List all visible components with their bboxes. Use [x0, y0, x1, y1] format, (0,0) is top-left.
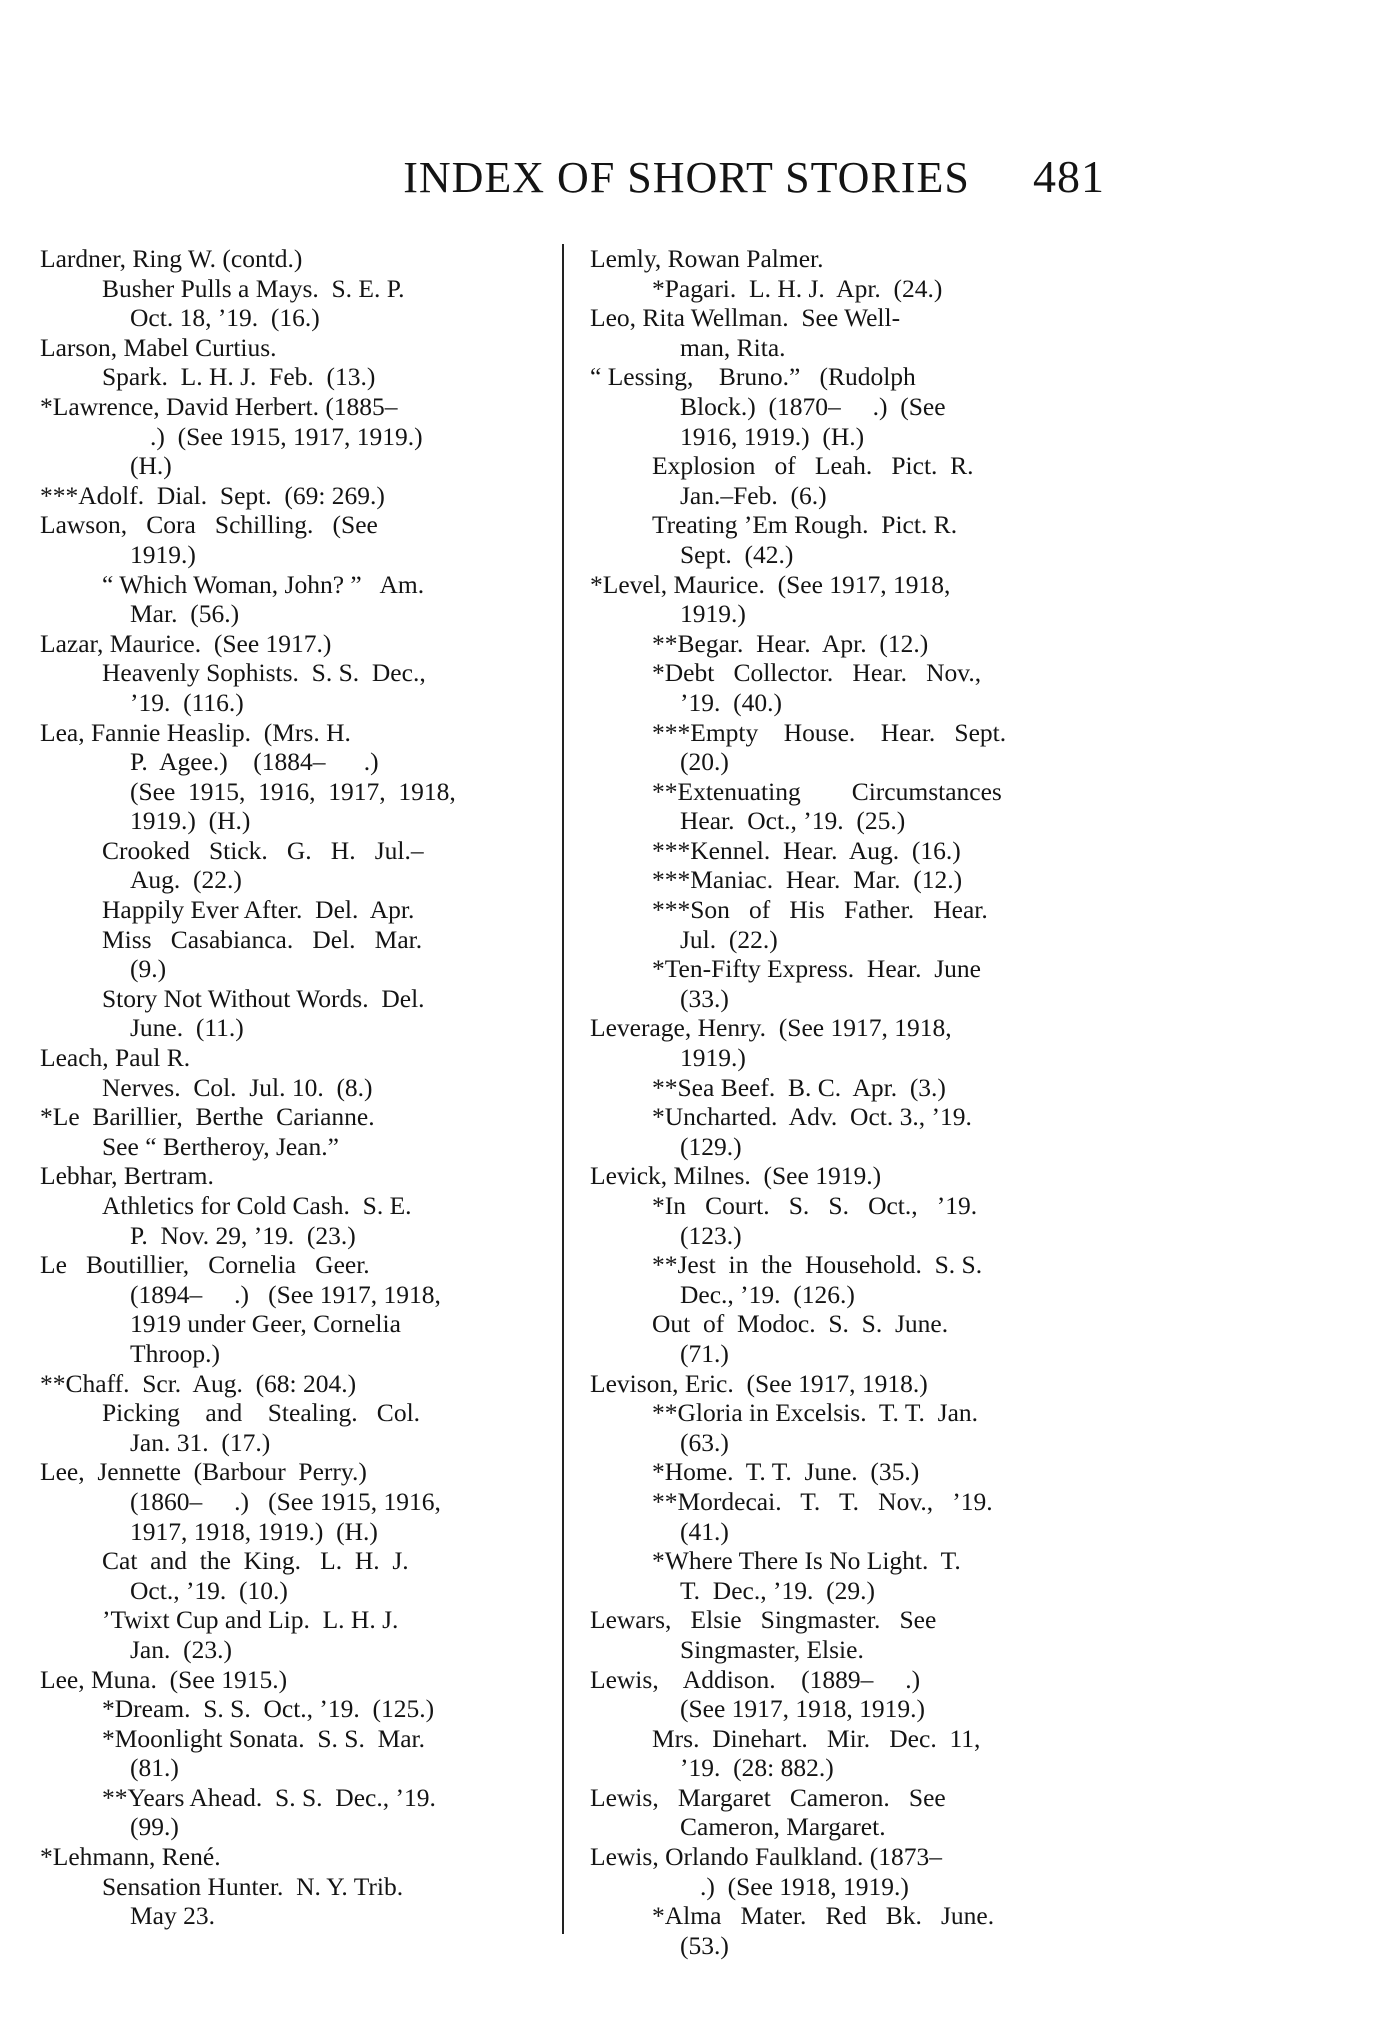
index-entry-line: ’19. (28: 882.) [680, 1753, 834, 1783]
index-entry-line: *Ten-Fifty Express. Hear. June [652, 954, 981, 984]
index-entry-line: *Alma Mater. Red Bk. June. [652, 1901, 995, 1931]
index-entry-line: ’19. (40.) [680, 687, 782, 717]
index-entry-line: Heavenly Sophists. S. S. Dec., [102, 658, 426, 688]
index-entry-line: 1919.) [680, 1043, 746, 1073]
index-entry-heading: “ Lessing, Bruno.” (Rudolph [590, 362, 916, 392]
index-entry-line: ***Kennel. Hear. Aug. (16.) [652, 835, 961, 865]
index-entry-line: (9.) [130, 954, 167, 984]
index-entry-heading: Levison, Eric. (See 1917, 1918.) [590, 1368, 928, 1398]
index-entry-line: Picking and Stealing. Col. [102, 1398, 421, 1428]
index-entry-line: ***Empty House. Hear. Sept. [652, 717, 1007, 747]
index-entry-heading: Levick, Milnes. (See 1919.) [590, 1161, 882, 1191]
index-entry-line: Story Not Without Words. Del. [102, 983, 425, 1013]
index-entry-heading: Lee, Muna. (See 1915.) [40, 1664, 288, 1694]
index-entry-line: (H.) [130, 451, 172, 481]
index-entry-line: Busher Pulls a Mays. S. E. P. [102, 273, 405, 303]
index-entry-heading: Leo, Rita Wellman. See Well- [590, 303, 901, 333]
index-entry-line: Aug. (22.) [130, 865, 242, 895]
index-entry-line: (41.) [680, 1516, 729, 1546]
index-entry-line: *Pagari. L. H. J. Apr. (24.) [652, 273, 943, 303]
index-entry-heading: ***Adolf. Dial. Sept. (69: 269.) [40, 480, 385, 510]
index-entry-line: Mrs. Dinehart. Mir. Dec. 11, [652, 1723, 981, 1753]
index-entry-heading: Lebhar, Bertram. [40, 1161, 214, 1191]
index-entry-heading: Lardner, Ring W. (contd.) [40, 244, 303, 273]
index-entry-line: Cameron, Margaret. [680, 1812, 886, 1842]
index-entry-line: Jan. (23.) [130, 1634, 232, 1664]
index-entry-line: Oct., ’19. (10.) [130, 1575, 288, 1605]
index-entry-line: Mar. (56.) [130, 599, 240, 629]
index-entry-line: Athletics for Cold Cash. S. E. [102, 1191, 412, 1220]
index-entry-line: (53.) [680, 1930, 729, 1960]
index-entry-line: Jul. (22.) [680, 924, 778, 954]
index-entry-heading: Leach, Paul R. [40, 1043, 191, 1073]
index-entry-line: *Debt Collector. Hear. Nov., [652, 658, 982, 688]
index-entry-line: Happily Ever After. Del. Apr. [102, 895, 415, 925]
index-entry-line: *Home. T. T. June. (35.) [652, 1457, 920, 1487]
index-entry-line: ’Twixt Cup and Lip. L. H. J. [102, 1605, 399, 1635]
index-entry-line: (129.) [680, 1131, 742, 1161]
index-entry-line: 1917, 1918, 1919.) (H.) [130, 1516, 378, 1546]
index-entry-line: Block.) (1870– .) (See [680, 391, 946, 421]
index-entry-line: *Moonlight Sonata. S. S. Mar. [102, 1723, 426, 1753]
index-entry-line: See “ Bertheroy, Jean.” [102, 1131, 339, 1161]
index-entry-heading: Lazar, Maurice. (See 1917.) [40, 628, 332, 658]
index-entry-heading: Larson, Mabel Curtius. [40, 332, 277, 362]
index-entry-line: 1916, 1919.) (H.) [680, 421, 865, 451]
index-entry-heading: *Lawrence, David Herbert. (1885– [40, 391, 398, 421]
index-entry-heading: Lemly, Rowan Palmer. [590, 244, 824, 273]
index-entry-line: **Years Ahead. S. S. Dec., ’19. [102, 1782, 436, 1812]
index-entry-line: 1919 under Geer, Cornelia [130, 1309, 401, 1339]
index-entry-heading: Lawson, Cora Schilling. (See [40, 510, 378, 540]
index-entry-line: **Jest in the Household. S. S. [652, 1250, 983, 1280]
index-entry-line: **Mordecai. T. T. Nov., ’19. [652, 1486, 993, 1516]
page-number: 481 [1033, 151, 1105, 202]
index-entry-line: Nerves. Col. Jul. 10. (8.) [102, 1072, 373, 1102]
index-entry-line: .) (See 1915, 1917, 1919.) [150, 421, 423, 451]
index-entry-line: (See 1917, 1918, 1919.) [680, 1694, 926, 1724]
index-entry-heading: Leverage, Henry. (See 1917, 1918, [590, 1013, 952, 1043]
index-entry-line: (1894– .) (See 1917, 1918, [130, 1279, 441, 1309]
index-entry-line: *Dream. S. S. Oct., ’19. (125.) [102, 1694, 435, 1724]
index-entry-line: **Gloria in Excelsis. T. T. Jan. [652, 1398, 979, 1428]
page-title: INDEX OF SHORT STORIES [403, 153, 970, 202]
index-entry-line: Throop.) [130, 1338, 220, 1368]
index-entry-heading: *Le Barillier, Berthe Carianne. [40, 1102, 375, 1132]
index-entry-line: 1919.) (H.) [130, 806, 251, 836]
index-entry-line: Out of Modoc. S. S. June. [652, 1309, 949, 1339]
index-entry-heading: Lea, Fannie Heaslip. (Mrs. H. [40, 717, 351, 747]
index-entry-line: Jan.–Feb. (6.) [680, 480, 827, 510]
index-entry-line: Treating ’Em Rough. Pict. R. [652, 510, 958, 540]
index-entry-line: “ Which Woman, John? ” Am. [102, 569, 425, 599]
index-entry-line: (81.) [130, 1753, 179, 1783]
index-entry-line: (1860– .) (See 1915, 1916, [130, 1486, 441, 1516]
index-entry-heading: Lewars, Elsie Singmaster. See [590, 1605, 937, 1635]
index-entry-line: (20.) [680, 747, 729, 777]
index-entry-line: (71.) [680, 1338, 729, 1368]
index-entry-line: **Sea Beef. B. C. Apr. (3.) [652, 1072, 946, 1102]
index-entry-line: (63.) [680, 1427, 729, 1457]
index-entry-line: Cat and the King. L. H. J. [102, 1546, 409, 1576]
index-entry-line: Spark. L. H. J. Feb. (13.) [102, 362, 376, 392]
index-entry-heading: *Lehmann, René. [40, 1842, 221, 1872]
index-entry-line: Sept. (42.) [680, 539, 794, 569]
index-entry-line: Oct. 18, ’19. (16.) [130, 303, 320, 333]
index-entry-line: (99.) [130, 1812, 179, 1842]
index-entry-heading: **Chaff. Scr. Aug. (68: 204.) [40, 1368, 357, 1398]
index-entry-line: 1919.) [130, 539, 196, 569]
index-entry-line: *Uncharted. Adv. Oct. 3., ’19. [652, 1102, 972, 1132]
index-entry-line: T. Dec., ’19. (29.) [680, 1575, 875, 1605]
right-column [590, 244, 1095, 1960]
index-entry-line: Miss Casabianca. Del. Mar. [102, 924, 423, 954]
index-entry-line: *In Court. S. S. Oct., ’19. [652, 1191, 978, 1220]
index-entry-line: P. Agee.) (1884– .) [130, 747, 379, 777]
left-column [40, 244, 545, 1931]
index-entry-heading: Lewis, Orlando Faulkland. (1873– [590, 1842, 942, 1872]
index-entry-heading: Lewis, Addison. (1889– .) [590, 1664, 921, 1694]
index-entry-line: (See 1915, 1916, 1917, 1918, [130, 776, 456, 806]
index-entry-line: ***Son of His Father. Hear. [652, 895, 988, 925]
index-entry-line: May 23. [130, 1901, 215, 1931]
index-entry-line: Jan. 31. (17.) [130, 1427, 271, 1457]
column-divider [562, 244, 564, 1934]
index-entry-line: Crooked Stick. G. H. Jul.– [102, 835, 424, 865]
index-entry-line: Sensation Hunter. N. Y. Trib. [102, 1871, 404, 1901]
index-entry-line: Dec., ’19. (126.) [680, 1279, 855, 1309]
index-entry-line: ’19. (116.) [130, 687, 244, 717]
index-entry-line: Explosion of Leah. Pict. R. [652, 451, 974, 481]
index-entry-line: *Where There Is No Light. T. [652, 1546, 961, 1576]
index-entry-line: .) (See 1918, 1919.) [700, 1871, 909, 1901]
index-entry-heading: Le Boutillier, Cornelia Geer. [40, 1250, 370, 1280]
index-entry-line: 1919.) [680, 599, 746, 629]
index-entry-line: (33.) [680, 983, 729, 1013]
index-entry-line: June. (11.) [130, 1013, 244, 1043]
index-entry-heading: Lewis, Margaret Cameron. See [590, 1782, 946, 1812]
index-entry-line: Hear. Oct., ’19. (25.) [680, 806, 906, 836]
index-entry-line: P. Nov. 29, ’19. (23.) [130, 1220, 356, 1250]
index-entry-line: (123.) [680, 1220, 742, 1250]
index-entry-line: ***Maniac. Hear. Mar. (12.) [652, 865, 963, 895]
index-entry-line: **Extenuating Circumstances [652, 776, 1002, 806]
index-entry-line: man, Rita. [680, 332, 786, 362]
index-entry-heading: Lee, Jennette (Barbour Perry.) [40, 1457, 367, 1487]
index-entry-line: **Begar. Hear. Apr. (12.) [652, 628, 929, 658]
index-entry-heading: *Level, Maurice. (See 1917, 1918, [590, 569, 951, 599]
index-entry-line: Singmaster, Elsie. [680, 1634, 864, 1664]
